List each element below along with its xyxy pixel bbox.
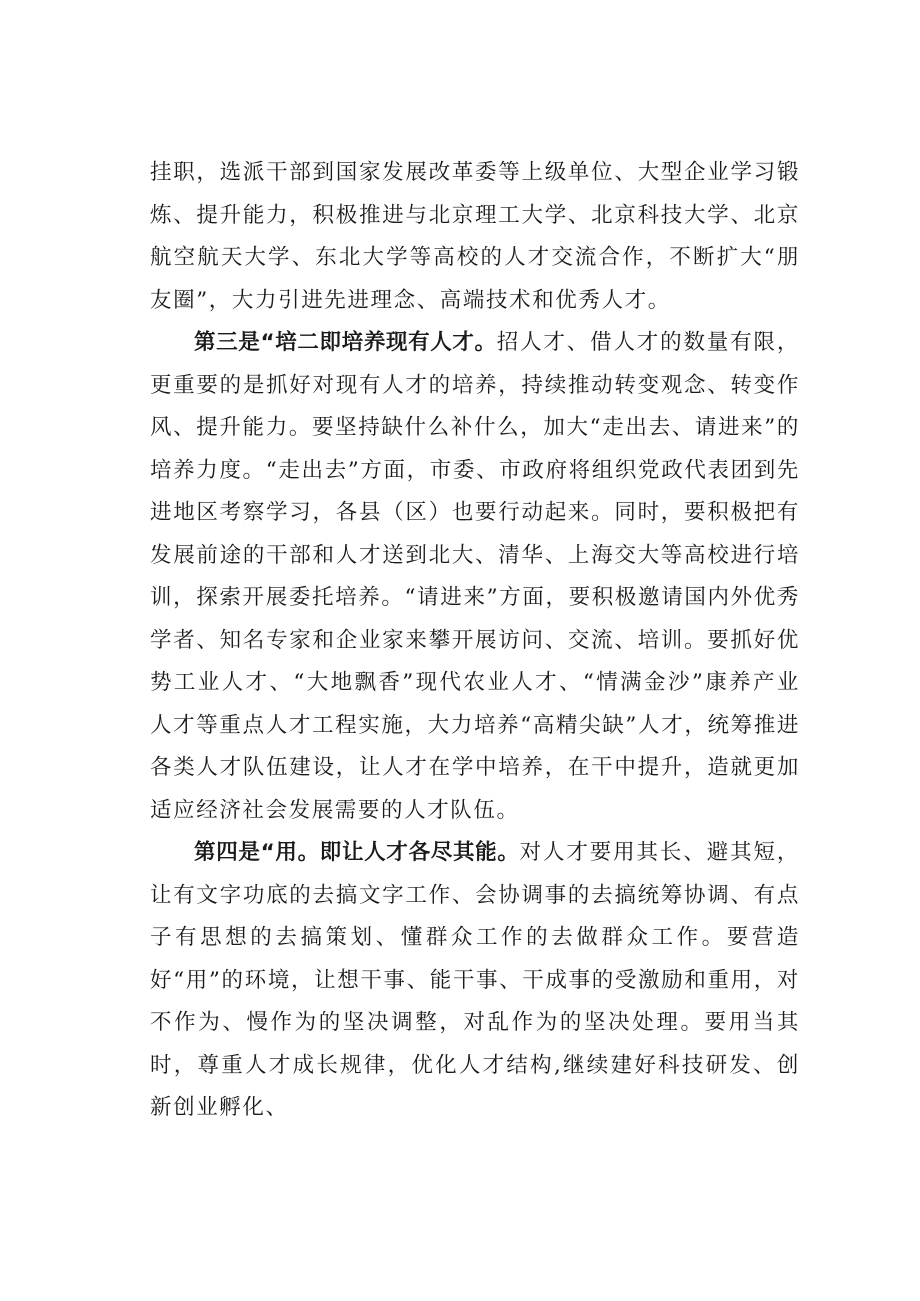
- paragraph-text: 挂职，选派干部到国家发展改革委等上级单位、大型企业学习锻炼、提升能力，积极推进与北京理工大学、北京科技大学、北京航空航天大学、东北大学等高校的人才交流合作，不断扩大“朋友圈”，大力引进先进理念、高端技术和优秀人才。: [150, 160, 800, 313]
- paragraph-lead-heading: 第四是“用。即让人才各尽其能。: [194, 840, 520, 865]
- document-page: [150, 152, 800, 1130]
- paragraph-cultivate: [150, 322, 800, 832]
- paragraph-use: [150, 832, 800, 1130]
- paragraph-text: 招人才、借人才的数量有限，更重要的是抓好对现有人才的培养，持续推动转变观念、转变作风、提升能力。要坚持缺什么补什么，加大“走出去、请进来”的培养力度。“走出去”方面，市委、市政府将组织党政代表团到先进地区考察学习，各县（区）也要行动起来。同时，要积极把有发展前途的干部和人才送到北大、清华、上海交大等高校进行培训，探索开展委托培养。“请进来”方面，要积极邀请国内外优秀学者、知名专家和企业家来攀开展访问、交流、培训。要抓好优势工业人才、“大地飘香”现代农业人才、“情满金沙”康养产业人才等重点人才工程实施，大力培养“高精尖缺”人才，统筹推进各类人才队伍建设，让人才在学中培养，在干中提升，造就更加适应经济社会发展需要的人才队伍。: [150, 330, 800, 823]
- paragraph-text: 对人才要用其长、避其短，让有文字功底的去搞文字工作、会协调事的去搞统筹协调、有点子有思想的去搞策划、懂群众工作的去做群众工作。要营造好“用”的环境，让想干事、能干事、干成事的受激励和重用，对不作为、慢作为的坚决调整，对乱作为的坚决处理。要用当其时，尊重人才成长规律，优化人才结构,继续建好科技研发、创新创业孵化、: [150, 840, 801, 1120]
- paragraph-continuation: [150, 152, 800, 322]
- paragraph-lead-heading: 第三是“培二即培养现有人才。: [194, 330, 497, 355]
